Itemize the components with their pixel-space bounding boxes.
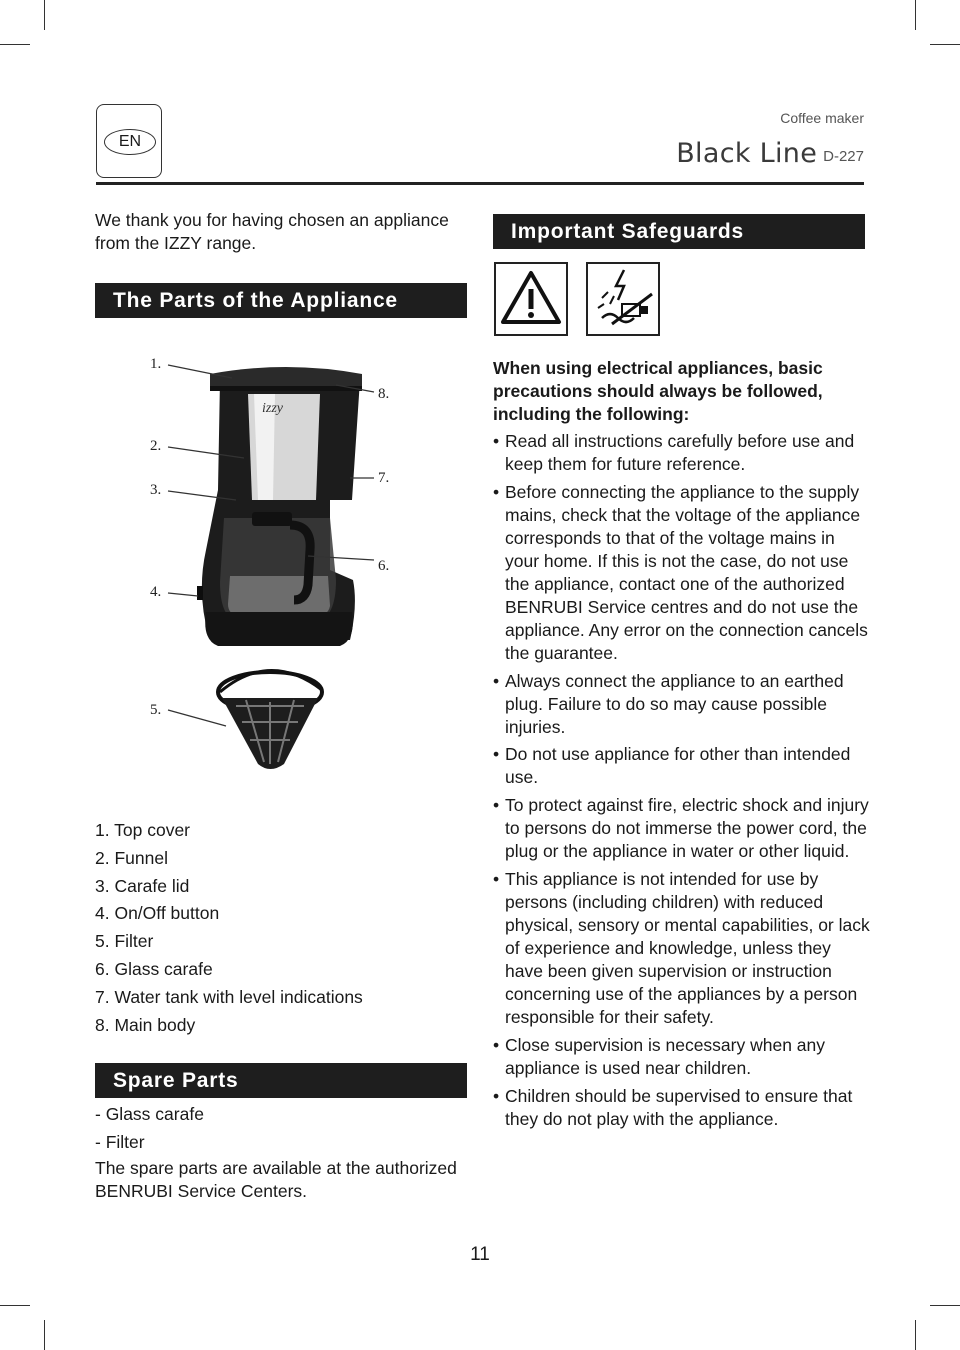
crop-mark xyxy=(0,44,30,45)
warning-triangle-icon xyxy=(494,262,568,336)
crop-mark xyxy=(44,1320,45,1350)
safeguard-text: Do not use appliance for other than intended use. xyxy=(505,744,851,788)
safeguards-heading-text: Important Safeguards xyxy=(511,220,745,243)
language-badge xyxy=(96,104,162,178)
spare-parts-list xyxy=(95,1101,204,1157)
coffee-maker-drawing xyxy=(168,365,374,769)
parts-list-item: 3. Carafe lid xyxy=(95,875,190,896)
spare-parts-heading xyxy=(95,1063,467,1098)
safeguard-item xyxy=(493,1034,873,1080)
bullet: • xyxy=(493,868,500,889)
parts-list-item: 4. On/Off button xyxy=(95,903,220,924)
parts-list-item: 7. Water tank with level indications xyxy=(95,986,363,1007)
model-number: D-227 xyxy=(823,148,864,165)
callout-7: 7. xyxy=(378,470,390,486)
spare-parts-note: The spare parts are available at the authorized BENRUBI Service Centers. xyxy=(95,1158,457,1201)
bullet: • xyxy=(493,431,500,451)
bullet: • xyxy=(493,481,500,502)
safeguard-text: Read all instructions carefully before use and keep them for future reference. xyxy=(505,431,855,474)
page-number: 11 xyxy=(470,1244,490,1265)
crop-mark xyxy=(915,0,916,30)
bullet: • xyxy=(493,670,500,691)
brand-line xyxy=(676,136,864,168)
safeguard-text: Before connecting the appliance to the supply mains, check that the voltage of the appliance corresponds to that of the voltage mains in your home. If this is not the case, do not use the appliance, contact one of the authorized BENRUBI Service centres and do not use the appliance. Any error on the connection cancels the guarantee. xyxy=(505,481,868,663)
parts-list-item: 2. Funnel xyxy=(95,847,168,868)
parts-heading-text: The Parts of the Appliance xyxy=(113,289,398,312)
safeguard-item xyxy=(493,481,873,665)
crop-mark xyxy=(915,1320,916,1350)
parts-list-item: 6. Glass carafe xyxy=(95,958,213,979)
coffee-maker-illustration xyxy=(140,350,410,790)
safeguard-item xyxy=(493,430,873,476)
intro-text: We thank you for having chosen an appliance from the IZZY range. xyxy=(95,210,449,253)
crop-mark xyxy=(44,0,45,30)
safeguard-item xyxy=(493,794,873,863)
brand-name: Black Line xyxy=(676,138,818,169)
safeguard-item xyxy=(493,1085,873,1131)
warning-icons xyxy=(494,262,660,336)
spare-parts-item: - Filter xyxy=(95,1131,145,1152)
callout-8: 8. xyxy=(378,386,390,402)
crop-mark xyxy=(930,44,960,45)
parts-list-item: 8. Main body xyxy=(95,1014,196,1035)
izzy-logo: izzy xyxy=(262,401,283,416)
callout-6: 6. xyxy=(378,558,390,574)
safeguard-text: This appliance is not intended for use by persons (including children) with reduced physical, sensory or mental capabilities, or lack of experience and knowledge, unless they have been given supervision or instruction concerning use of the appliances by a person responsible for their safety. xyxy=(505,868,870,1027)
crop-mark xyxy=(930,1305,960,1306)
callout-1: 1. xyxy=(150,356,162,372)
bullet: • xyxy=(493,795,500,816)
safeguards-lead: When using electrical appliances, basic precautions should always be followed, including the following: xyxy=(493,358,823,424)
safeguard-text: Always connect the appliance to an earthed plug. Failure to do so may cause possible injuries. xyxy=(505,670,844,737)
spare-parts-item: - Glass carafe xyxy=(95,1104,204,1124)
safeguards-list xyxy=(493,430,873,1135)
parts-list-item: 5. Filter xyxy=(95,931,154,952)
parts-list xyxy=(95,817,363,1039)
safeguard-item xyxy=(493,868,873,1029)
parts-list-item: 1. Top cover xyxy=(95,820,191,840)
callout-2: 2. xyxy=(150,438,162,454)
header-rule xyxy=(96,182,864,185)
electric-shock-no-water-icon xyxy=(586,262,660,336)
safeguards-heading xyxy=(493,214,865,249)
safeguard-item xyxy=(493,670,873,739)
bullet: • xyxy=(493,744,500,765)
product-type: Coffee maker xyxy=(780,110,864,126)
crop-mark xyxy=(0,1305,30,1306)
safeguard-text: To protect against fire, electric shock and injury to persons do not immerse the power cord, the plug or the appliance in water or other liquid. xyxy=(505,795,869,862)
callout-4: 4. xyxy=(150,584,162,600)
callout-3: 3. xyxy=(150,482,162,498)
language-code: EN xyxy=(104,129,156,155)
bullet: • xyxy=(493,1034,500,1055)
safeguard-item xyxy=(493,743,873,789)
callout-5: 5. xyxy=(150,702,162,718)
spare-parts-heading-text: Spare Parts xyxy=(113,1069,239,1092)
parts-heading xyxy=(95,283,467,318)
safeguard-text: Children should be supervised to ensure that they do not play with the appliance. xyxy=(505,1085,853,1129)
bullet: • xyxy=(493,1085,500,1106)
safeguard-text: Close supervision is necessary when any appliance is used near children. xyxy=(505,1034,826,1078)
